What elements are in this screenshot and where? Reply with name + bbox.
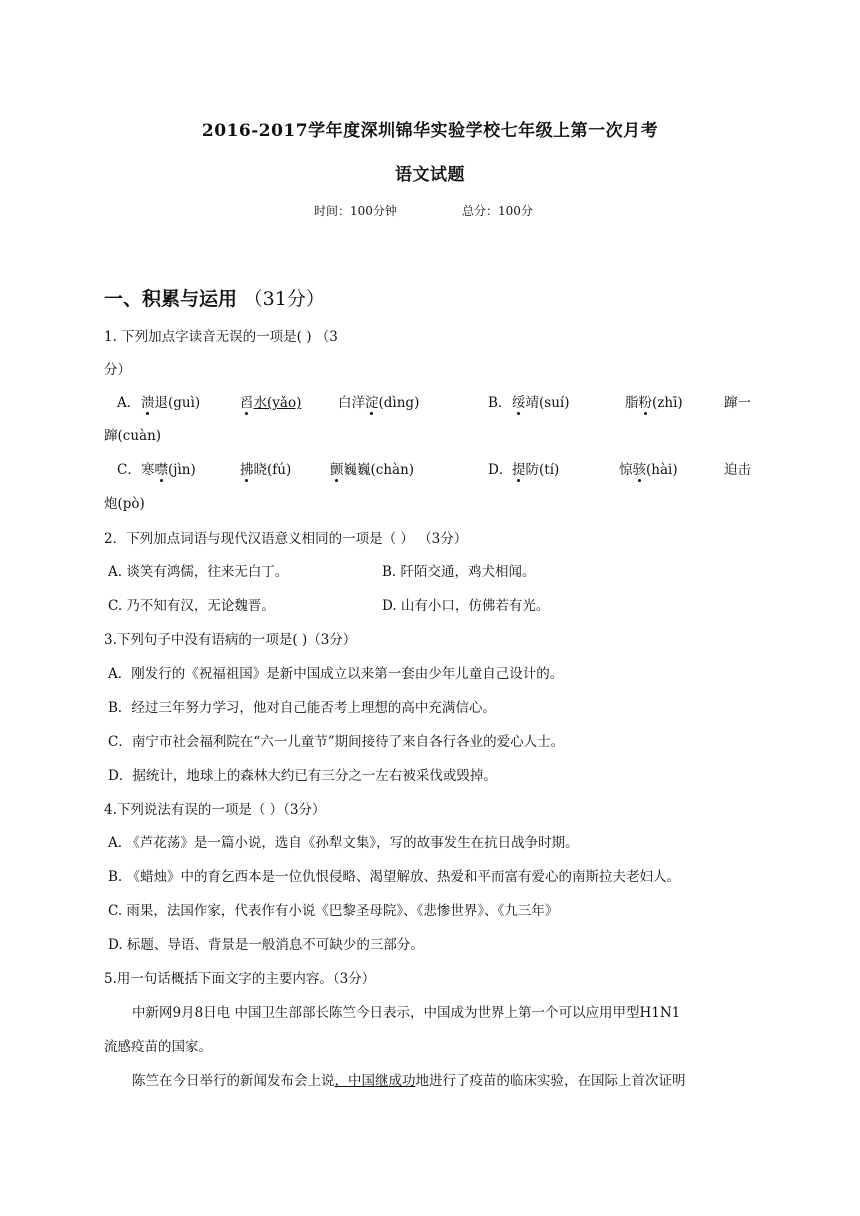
q1-option-b2: 脂粉(zhī) [625,391,683,411]
q4-option-a: A. 《芦花荡》是一篇小说，选自《孙犁文集》，写的故事发生在抗日战争时期。 [108,835,579,851]
q1-option-b-label: B． [488,395,512,411]
subject-title: 语文试题 [395,165,465,185]
section-points: （31分） [243,288,325,310]
q2-option-c: C. 乃不知有汉，无论魏晋。 [108,598,275,614]
q1-option-d2: 惊骇(hài) [619,458,678,478]
q2-stem: 2．下列加点词语与现代汉语意义相同的一项是（ ） （3分） [104,531,468,547]
q1-option-c3: 颤巍巍(chàn) [330,458,414,478]
section-heading [104,284,325,311]
q1-option-d-label: D． [488,462,513,478]
q1-option-b1: 绥靖(suí) [512,391,569,411]
time-info: 时间：100分钟 [314,204,397,218]
q1-option-a3: 白洋淀(dìng) [338,391,419,411]
q1-a2-rest: 水(yǎo) [253,395,302,411]
q3-stem: 3.下列句子中没有语病的一项是( )（3分） [104,632,357,648]
q1-option-c-label: C． [117,462,141,478]
exam-title: 2016-2017学年度深圳锦华实验学校七年级上第一次月考 [201,121,659,141]
q1-option-a1: 溃退(guì) [141,391,200,411]
q1-option-d3: 迫击 [724,462,751,478]
q4-stem: 4.下列说法有误的一项是（ ）（3分） [104,802,326,818]
q1-stem-cont: 分） [104,362,131,378]
score-info: 总分：100分 [462,204,533,218]
q1-option-a2 [240,391,301,411]
q5-passage-line-1: 中新网9月8日电 中国卫生部部长陈竺今日表示，中国成为世界上第一个可以应用甲型H1N1 [132,1005,681,1021]
q5-p2-pre: 陈竺在今日举行的新闻发布会上说 [132,1073,335,1089]
q1-a2-char: 舀 [240,391,254,411]
q5-p2-post: 地进行了疫苗的临床实验，在国际上首次证明 [415,1073,686,1089]
q3-option-c: C．南宁市社会福利院在“六一儿童节”期间接待了来自各行各业的爱心人士。 [108,734,565,750]
q3-option-a: A．刚发行的《祝福祖国》是新中国成立以来第一套由少年儿童自己设计的。 [108,666,564,682]
q1-stem: 1. 下列加点字读音无误的一项是( ) （3 [104,329,338,345]
section-title: 一、积累与运用 [104,288,238,310]
q1-option-c2: 拂晓(fú) [240,458,291,478]
q1-option-a-label: A． [117,395,141,411]
q1-option-b3-cont: 蹿(cuàn) [104,428,162,444]
q5-p2-underlined: ，中国继成功 [334,1073,416,1089]
q1-option-c1: 寒噤(jìn) [141,458,196,478]
q5-stem: 5.用一句话概括下面文字的主要内容。（3分） [104,971,376,987]
q4-option-d: D. 标题、导语、背景是一般消息不可缺少的三部分。 [108,937,424,953]
q1-option-d3-cont: 炮(pò) [104,496,145,512]
q3-option-b: B．经过三年努力学习，他对自己能否考上理想的高中充满信心。 [108,700,496,716]
q5-passage-line-3 [132,1069,686,1089]
q5-passage-line-2: 流感疫苗的国家。 [104,1039,212,1055]
q2-option-b: B. 阡陌交通，鸡犬相闻。 [382,564,536,580]
q4-option-b: B. 《蜡烛》中的育乞西本是一位仇恨侵略、渴望解放、热爱和平而富有爱心的南斯拉夫老妇人。 [108,869,681,885]
q3-option-d: D．据统计，地球上的森林大约已有三分之一左右被采伐或毁掉。 [108,768,497,784]
q1-option-b3: 蹿一 [724,395,751,411]
q2-option-a: A. 谈笑有鸿儒，往来无白丁。 [108,564,289,580]
q2-option-d: D. 山有小口，仿佛若有光。 [382,598,550,614]
q1-option-d1: 提防(tí) [512,458,559,478]
q4-option-c: C. 雨果，法国作家，代表作有小说《巴黎圣母院》、《悲惨世界》、《九三年》 [108,903,559,919]
